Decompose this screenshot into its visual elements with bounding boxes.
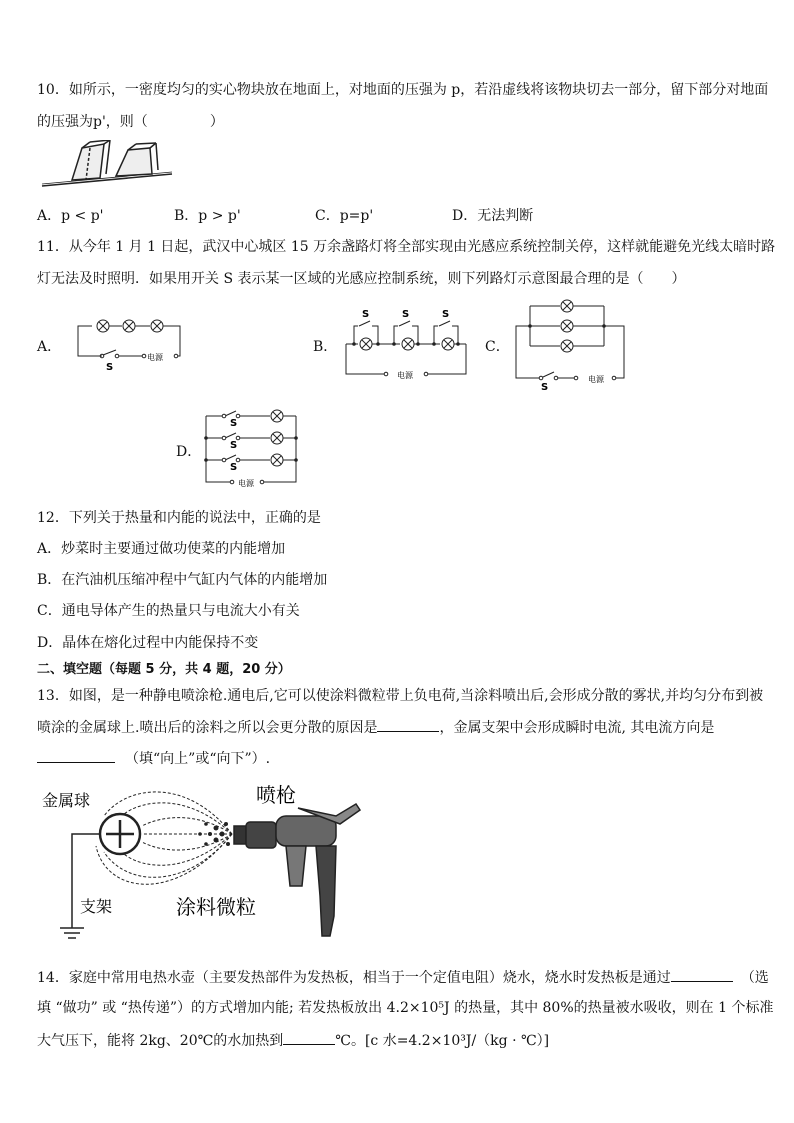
q11-b-switch-label-1: S bbox=[362, 309, 370, 320]
q11-c-switch-label: S bbox=[541, 382, 549, 392]
q11-stem-line2: 灯无法及时照明．如果用开关 S 表示某一区域的光感应控制系统，则下列路灯示意图最合理的是（ ） bbox=[37, 271, 686, 287]
q13-fig-label-gun: 喷枪 bbox=[256, 783, 296, 807]
q10-option-a[interactable]: A．p < p' bbox=[37, 208, 104, 224]
q12-option-a[interactable]: A．炒菜时主要通过做功使菜的内能增加 bbox=[37, 541, 286, 557]
q11-circuit-c bbox=[512, 294, 637, 392]
q10-option-b[interactable]: B．p > p' bbox=[174, 208, 241, 224]
q11-b-switch-label-3: S bbox=[442, 309, 450, 320]
q11-circuit-b bbox=[342, 302, 472, 384]
section-2-heading: 二、填空题（每题 5 分，共 4 题，20 分） bbox=[37, 662, 291, 677]
q14-stem-line1 bbox=[37, 967, 769, 988]
q11-option-c-label[interactable]: C． bbox=[485, 339, 510, 355]
q11-circuit-a bbox=[72, 312, 192, 372]
q14-blank-1[interactable] bbox=[671, 967, 733, 982]
q14-stem-text-d: ℃。[c 水=4.2×10³J/（kg · ℃）] bbox=[335, 1033, 550, 1049]
q10-stem-line1: 10．如所示，一密度均匀的实心物块放在地面上，对地面的压强为 p，若沿虚线将该物块切去一部分，留下部分对地面 bbox=[37, 82, 769, 98]
q11-option-d-label[interactable]: D． bbox=[176, 444, 202, 460]
q11-option-b-label[interactable]: B． bbox=[313, 339, 338, 355]
q12-option-c[interactable]: C．通电导体产生的热量只与电流大小有关 bbox=[37, 603, 300, 619]
q13-blank-2[interactable] bbox=[37, 748, 115, 763]
q13-stem-line1: 13．如图，是一种静电喷涂枪.通电后,它可以使涂料微粒带上负电荷,当涂料喷出后,会形成分散的雾状,并均匀分布到被 bbox=[37, 688, 764, 704]
q13-fig-label-stand: 支架 bbox=[80, 897, 113, 916]
q13-stem-text-b: ，金属支架中会形成瞬时电流, 其电流方向是 bbox=[439, 720, 715, 736]
q10-stem-text: 的压强为p'，则（ bbox=[37, 114, 148, 130]
q11-circuit-d bbox=[198, 404, 308, 492]
q11-d-power-label: 电源 bbox=[238, 479, 254, 488]
q11-c-power-label: 电源 bbox=[588, 375, 604, 384]
q11-b-power-label: 电源 bbox=[397, 371, 413, 380]
q11-b-switch-label-2: S bbox=[402, 309, 410, 320]
q10-option-c[interactable]: C．p=p' bbox=[315, 208, 374, 224]
q14-blank-2[interactable] bbox=[283, 1030, 335, 1045]
q11-d-switch-label-2: S bbox=[230, 440, 238, 451]
q14-stem-line2: 填 “做功” 或 “热传递”）的方式增加内能; 若发热板放出 4.2×10⁵J 的热量，其中 80%的热量被水吸收，则在 1 个标准 bbox=[37, 1000, 774, 1016]
q13-fig-label-particles: 涂料微粒 bbox=[176, 895, 256, 919]
q11-stem-line1: 11．从今年 1 月 1 日起，武汉中心城区 15 万余盏路灯将全部实现由光感应系统控制关停，这样就能避免光线太暗时路 bbox=[37, 239, 776, 255]
q10-stem-line2 bbox=[37, 112, 224, 132]
q14-stem-line3 bbox=[37, 1030, 549, 1051]
q11-d-switch-label-1: S bbox=[230, 418, 238, 429]
q10-stem-close: ） bbox=[209, 114, 224, 130]
q11-d-switch-label-3: S bbox=[230, 462, 238, 473]
q13-stem-line2 bbox=[37, 717, 714, 738]
q12-option-d[interactable]: D．晶体在熔化过程中内能保持不变 bbox=[37, 635, 259, 651]
q13-stem-text-c: （填“向上”或“向下”）. bbox=[125, 751, 271, 767]
q13-stem-line3 bbox=[37, 748, 270, 769]
q11-option-a-label[interactable]: A． bbox=[37, 339, 62, 355]
q11-a-power-label: 电源 bbox=[147, 353, 163, 362]
q13-stem-text-a: 喷涂的金属球上.喷出后的涂料之所以会更分散的原因是 bbox=[37, 720, 378, 736]
q13-blank-1[interactable] bbox=[377, 717, 439, 732]
q12-option-b[interactable]: B．在汽油机压缩冲程中气缸内气体的内能增加 bbox=[37, 572, 328, 588]
q10-block-figure bbox=[40, 140, 175, 190]
q11-a-switch-label: S bbox=[106, 362, 114, 372]
q13-spray-gun-figure bbox=[36, 776, 366, 948]
q10-option-d[interactable]: D．无法判断 bbox=[452, 208, 534, 224]
q13-fig-label-ball: 金属球 bbox=[42, 791, 91, 810]
q12-stem: 12．下列关于热量和内能的说法中，正确的是 bbox=[37, 510, 321, 526]
q14-stem-text-a: 14．家庭中常用电热水壶（主要发热部件为发热板，相当于一个定值电阻）烧水，烧水时发热板是通过 bbox=[37, 970, 671, 986]
q14-stem-text-c: 大气压下，能将 2kg、20℃的水加热到 bbox=[37, 1033, 284, 1049]
q14-stem-text-b: （选 bbox=[740, 970, 769, 986]
